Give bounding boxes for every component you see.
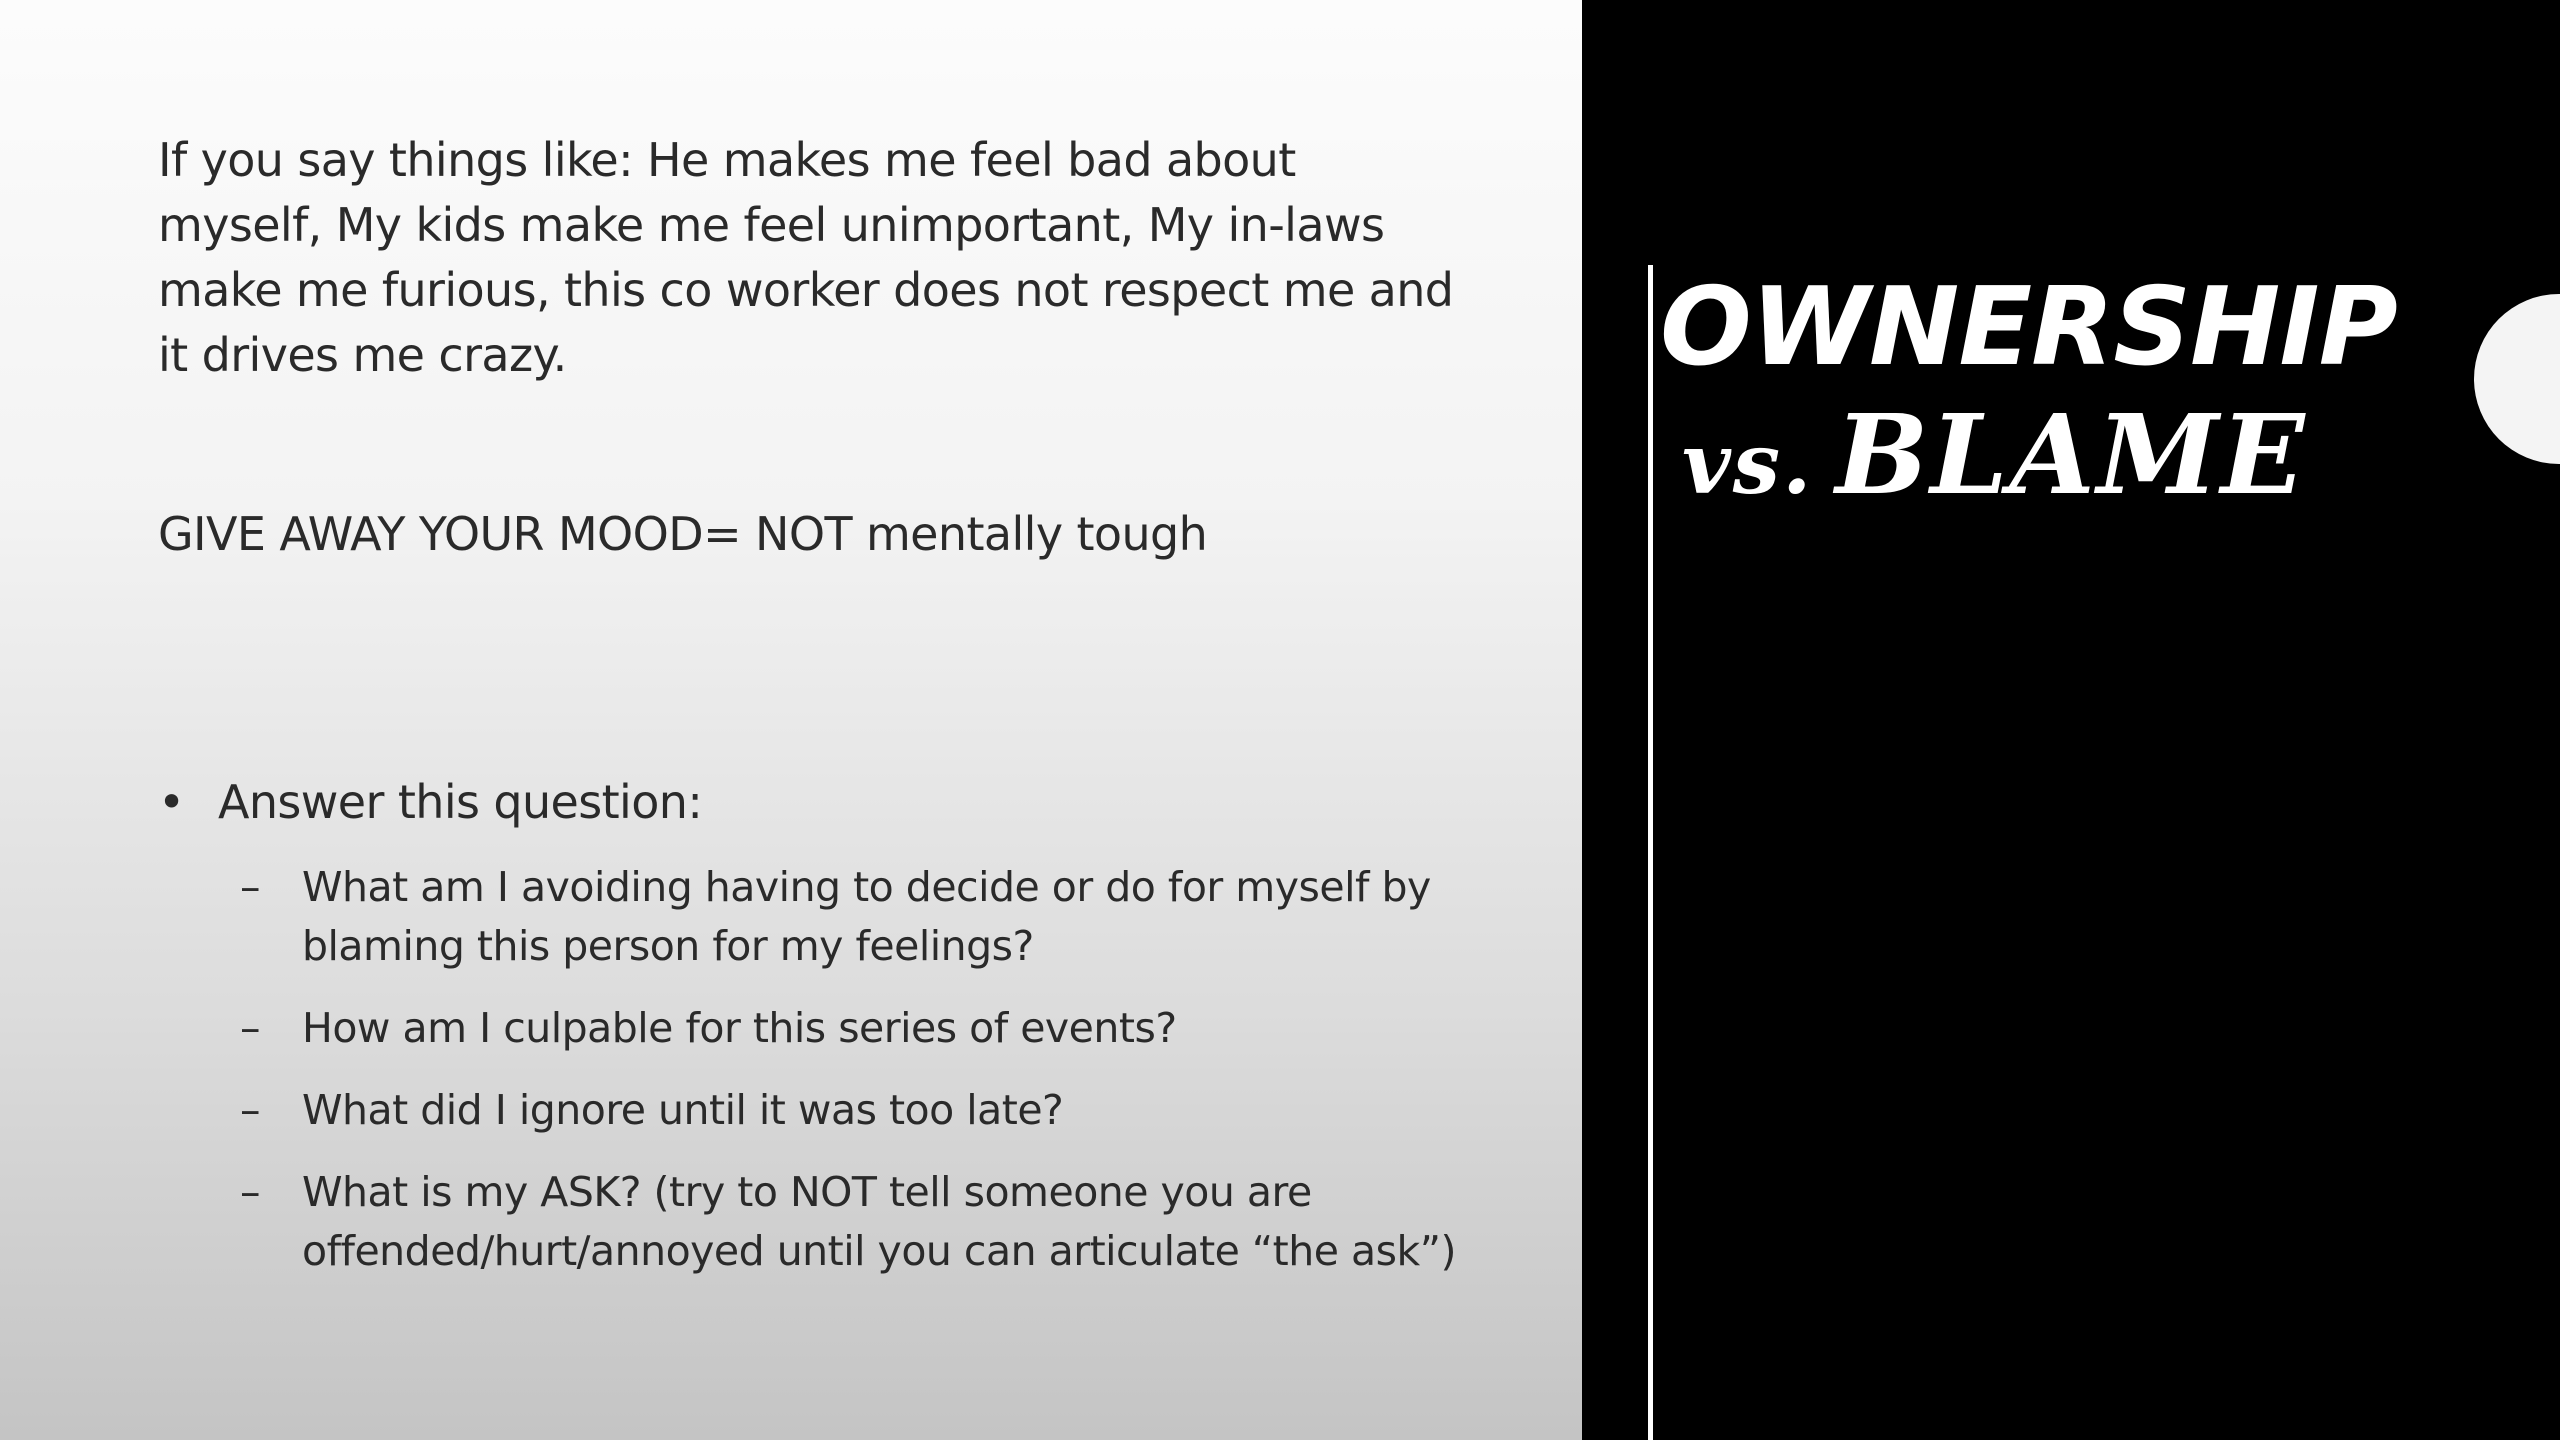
question-item bbox=[240, 1081, 1480, 1140]
title-vs: vs. bbox=[1682, 414, 1814, 513]
question-text: How am I culpable for this series of events? bbox=[302, 1004, 1177, 1052]
question-item bbox=[240, 858, 1480, 976]
bullet-item bbox=[158, 770, 702, 835]
bullet-marker: • bbox=[158, 775, 185, 829]
dash-marker: – bbox=[240, 863, 260, 911]
title-ownership: OWNERSHIP bbox=[1660, 265, 2397, 390]
question-text: What did I ignore until it was too late? bbox=[302, 1086, 1064, 1134]
intro-paragraph: If you say things like: He makes me feel bad about myself, My kids make me feel unimportant, My in-laws make me furious, this co worker does not respect me and it drives me crazy. bbox=[158, 133, 1454, 382]
dash-marker: – bbox=[240, 1086, 260, 1134]
title-blame-line bbox=[1682, 390, 2307, 529]
question-text: What am I avoiding having to decide or do for myself by blaming this person for my feelings? bbox=[302, 863, 1431, 970]
decorative-circle bbox=[2474, 294, 2560, 464]
vertical-divider bbox=[1648, 265, 1653, 1440]
bullet-text: Answer this question: bbox=[218, 775, 703, 829]
mood-statement: GIVE AWAY YOUR MOOD= NOT mentally tough bbox=[158, 507, 1208, 561]
dash-marker: – bbox=[240, 1004, 260, 1052]
question-text: What is my ASK? (try to NOT tell someone you are offended/hurt/annoyed until you can articulate “the ask”) bbox=[302, 1168, 1456, 1275]
question-list bbox=[240, 858, 1480, 1304]
title-blame: BLAME bbox=[1835, 390, 2307, 519]
dash-marker: – bbox=[240, 1168, 260, 1216]
question-item bbox=[240, 1163, 1480, 1281]
title-panel bbox=[1582, 0, 2560, 1440]
question-item bbox=[240, 999, 1480, 1058]
